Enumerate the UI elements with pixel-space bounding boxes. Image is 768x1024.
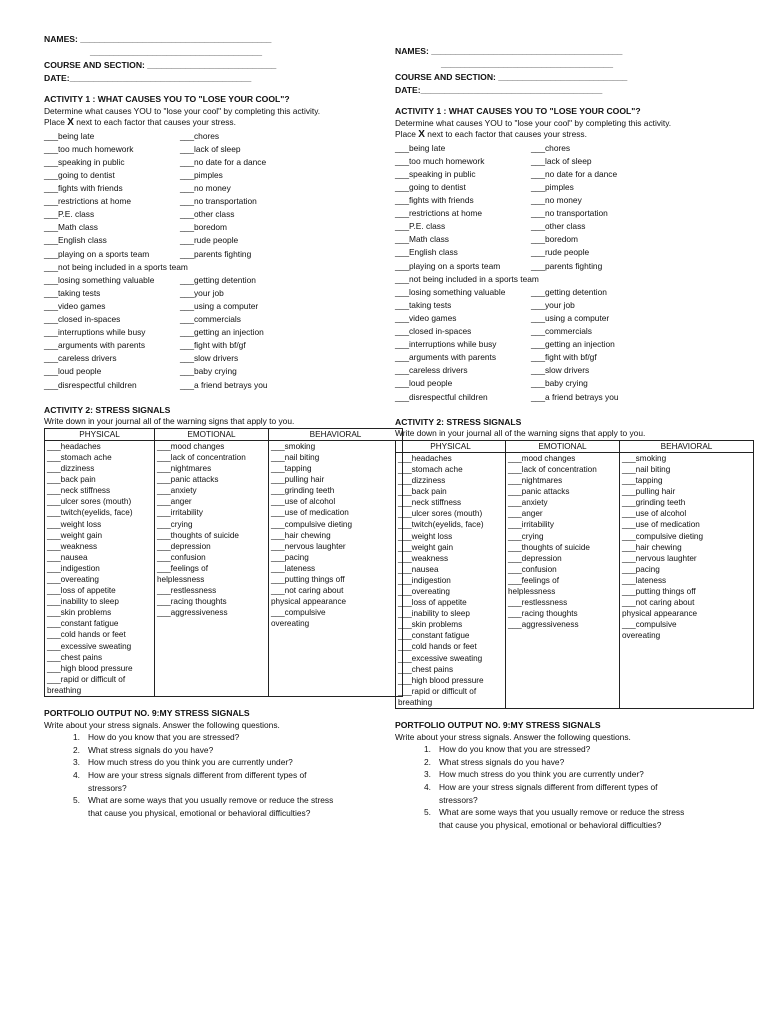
table-header-row [45, 428, 403, 440]
stress-factor-list [395, 143, 755, 405]
stress-factor-item[interactable]: ___boredom [180, 222, 228, 233]
stress-factor-item[interactable]: ___restrictions at home [44, 196, 132, 207]
question-line: stressors? [439, 794, 478, 805]
behavioral-signal-item[interactable]: ___smoking [271, 441, 316, 451]
question-number: 2. [73, 744, 80, 755]
behavioral-signal-item[interactable]: ___nail biting [622, 464, 671, 474]
stress-factor-item[interactable]: ___not being included in a sports team [395, 273, 539, 284]
question-line: How do you know that you are stressed? [439, 744, 591, 755]
x-mark: X [418, 129, 425, 141]
question-number: 4. [424, 782, 431, 793]
stress-factor-item[interactable]: ___no transportation [531, 208, 608, 219]
emotional-signal-item[interactable]: ___crying [508, 531, 544, 541]
stress-factor-item[interactable]: ___getting an injection [180, 327, 264, 338]
course-section-field[interactable]: COURSE AND SECTION: ___________________________ [395, 72, 628, 82]
emotional-signal-item[interactable]: ___nightmares [157, 464, 212, 474]
question-line: stressors? [88, 782, 127, 793]
stress-factor-item[interactable]: ___too much homework [395, 155, 485, 166]
emotional-signal-item[interactable]: ___nightmares [508, 476, 563, 486]
stress-factor-item[interactable]: ___video games [44, 300, 106, 311]
question-item [395, 768, 755, 781]
emotional-signals-column [155, 440, 269, 696]
stress-factor-item[interactable]: ___fight with bf/gf [531, 352, 597, 363]
stress-factor-item[interactable]: ___playing on a sports team [44, 248, 150, 259]
stress-factor-item[interactable]: ___English class [395, 247, 458, 258]
stress-factor-item[interactable]: ___losing something valuable [44, 274, 155, 285]
stress-factor-item[interactable]: ___baby crying [531, 378, 588, 389]
behavioral-signal-item[interactable]: physical appearance [271, 597, 347, 607]
behavioral-signal-item[interactable]: ___use of alcohol [622, 509, 687, 519]
physical-signal-item[interactable]: breathing [47, 685, 82, 695]
behavioral-signals-column [620, 452, 754, 708]
physical-signal-item[interactable]: ___cold hands or feet [398, 642, 477, 652]
behavioral-signal-item[interactable]: ___use of alcohol [271, 497, 336, 507]
physical-signal-item[interactable]: ___twitch(eyelids, face) [47, 508, 133, 518]
question-text [88, 769, 404, 794]
stress-factor-item[interactable]: ___too much homework [44, 143, 134, 154]
stress-signals-table [395, 440, 754, 709]
question-text [439, 806, 755, 831]
stress-factor-item[interactable]: ___lack of sleep [180, 143, 241, 154]
physical-signal-item[interactable]: ___weight loss [398, 531, 453, 541]
physical-signal-item[interactable]: ___chest pains [398, 664, 454, 674]
question-item [44, 794, 404, 819]
physical-signal-item[interactable]: ___neck stiffness [398, 498, 462, 508]
emotional-signal-item[interactable]: ___anger [508, 509, 543, 519]
stress-factor-item[interactable]: ___video games [395, 312, 457, 323]
emotional-signal-item[interactable]: ___anxiety [157, 486, 197, 496]
physical-signal-item[interactable]: ___skin problems [398, 620, 463, 630]
stress-factor-item[interactable]: ___chores [531, 142, 571, 153]
question-text [439, 743, 755, 756]
emotional-signal-item[interactable]: ___mood changes [508, 453, 576, 463]
question-item [44, 744, 404, 757]
behavioral-header: BEHAVIORAL [269, 428, 403, 440]
emotional-signal-item[interactable]: ___feelings of [157, 563, 208, 573]
stress-signals-table [44, 428, 403, 697]
stress-factor-item[interactable]: ___P.E. class [395, 221, 446, 232]
physical-signals-column [45, 440, 155, 696]
stress-factor-item[interactable]: ___rude people [180, 235, 239, 246]
question-line: How are your stress signals different from different types of [439, 782, 658, 793]
physical-signal-item[interactable]: ___rapid or difficult of [398, 686, 477, 696]
stress-factor-item[interactable]: ___fight with bf/gf [180, 340, 246, 351]
question-item [395, 781, 755, 806]
emotional-signal-item[interactable]: ___racing thoughts [157, 597, 227, 607]
stress-factor-item[interactable]: ___restrictions at home [395, 208, 483, 219]
physical-signal-item[interactable]: ___weakness [47, 541, 98, 551]
stress-factor-item[interactable]: ___interruptions while busy [395, 339, 497, 350]
emotional-signal-item[interactable]: ___panic attacks [508, 487, 570, 497]
physical-signal-item[interactable]: ___neck stiffness [47, 486, 111, 496]
stress-factor-item[interactable]: ___no money [180, 183, 231, 194]
physical-signal-item[interactable]: ___loss of appetite [398, 598, 467, 608]
behavioral-signal-item[interactable]: ___pacing [622, 564, 660, 574]
instruction-prefix: Place [395, 129, 419, 140]
behavioral-signal-item[interactable]: ___hair chewing [271, 530, 331, 540]
names-extra-line[interactable]: ____________________________________ [441, 59, 614, 69]
question-line: that cause you physical, emotional or behavioral difficulties? [439, 819, 662, 830]
physical-signal-item[interactable]: ___overeating [47, 574, 99, 584]
behavioral-signal-item[interactable]: ___tapping [622, 476, 663, 486]
emotional-signal-item[interactable]: ___restlessness [157, 586, 217, 596]
behavioral-signal-item[interactable]: ___smoking [622, 453, 667, 463]
emotional-signal-item[interactable]: ___restlessness [508, 598, 568, 608]
emotional-signal-item[interactable]: helplessness [157, 574, 205, 584]
stress-factor-item[interactable]: ___closed in-spaces [44, 314, 121, 325]
stress-factor-item[interactable]: ___a friend betrays you [180, 379, 268, 390]
question-item [44, 731, 404, 744]
worksheet-right [395, 46, 755, 831]
behavioral-signal-item[interactable]: ___compulsive dieting [271, 519, 353, 529]
question-line: What are some ways that you usually remove or reduce the stress [88, 795, 334, 806]
physical-signal-item[interactable]: ___weight gain [398, 542, 454, 552]
physical-header: PHYSICAL [396, 440, 506, 452]
physical-signal-item[interactable]: ___stomach ache [398, 464, 463, 474]
behavioral-signal-item[interactable]: ___nail biting [271, 452, 320, 462]
names-field[interactable]: NAMES: ________________________________________ [395, 46, 623, 56]
stress-factor-item[interactable]: ___using a computer [531, 312, 610, 323]
question-number: 5. [424, 807, 431, 818]
date-field[interactable]: DATE:______________________________________ [395, 85, 603, 95]
question-line: What are some ways that you usually remove or reduce the stress [439, 807, 685, 818]
emotional-signal-item[interactable]: ___lack of concentration [508, 464, 597, 474]
stress-factor-list [44, 131, 404, 393]
physical-signal-item[interactable]: ___chest pains [47, 652, 103, 662]
behavioral-signal-item[interactable]: ___lateness [622, 575, 667, 585]
question-list [395, 743, 755, 831]
physical-signal-item[interactable]: ___stomach ache [47, 452, 112, 462]
physical-signal-item[interactable]: ___high blood pressure [47, 663, 133, 673]
physical-signal-item[interactable]: ___excessive sweating [398, 653, 483, 663]
activity2-title: ACTIVITY 2: STRESS SIGNALS [44, 404, 171, 415]
stress-factor-item[interactable]: ___playing on a sports team [395, 260, 501, 271]
physical-signal-item[interactable]: ___skin problems [47, 608, 112, 618]
stress-factor-item[interactable]: ___parents fighting [531, 260, 603, 271]
stress-factor-item[interactable]: ___arguments with parents [44, 340, 146, 351]
stress-factor-item[interactable]: ___no transportation [180, 196, 257, 207]
emotional-signal-item[interactable]: ___crying [157, 519, 193, 529]
physical-signal-item[interactable]: ___cold hands or feet [47, 630, 126, 640]
emotional-signal-item[interactable]: ___anxiety [508, 498, 548, 508]
emotional-signal-item[interactable]: ___panic attacks [157, 475, 219, 485]
activity2-instruction: Write down in your journal all of the warning signs that apply to you. [44, 416, 295, 427]
table-body-row [396, 452, 754, 708]
stress-factor-item[interactable]: ___getting detention [180, 274, 256, 285]
emotional-signal-item[interactable]: ___mood changes [157, 441, 225, 451]
question-line: What stress signals do you have? [88, 744, 214, 755]
stress-factor-item[interactable]: ___commercials [531, 326, 592, 337]
emotional-signal-item[interactable]: ___confusion [157, 552, 206, 562]
stress-factor-item[interactable]: ___getting detention [531, 286, 607, 297]
x-mark: X [67, 117, 74, 129]
activity1-instruction: Determine what causes YOU to "lose your cool" by completing this activity. [395, 117, 672, 128]
behavioral-signal-item[interactable]: ___grinding teeth [271, 486, 335, 496]
portfolio-instruction: Write about your stress signals. Answer the following questions. [44, 719, 280, 730]
behavioral-signal-item[interactable]: overeating [271, 619, 310, 629]
stress-factor-item[interactable]: ___Math class [395, 234, 449, 245]
stress-factor-item[interactable]: ___taking tests [44, 287, 101, 298]
stress-factor-item[interactable]: ___your job [180, 287, 224, 298]
instruction-suffix: next to each factor that causes your stress. [424, 129, 587, 140]
behavioral-signal-item[interactable]: ___pulling hair [622, 487, 676, 497]
physical-signal-item[interactable]: ___high blood pressure [398, 675, 484, 685]
table-body-row [45, 440, 403, 696]
question-text [88, 794, 404, 819]
activity1-instruction-x [44, 117, 404, 130]
portfolio-instruction: Write about your stress signals. Answer the following questions. [395, 731, 631, 742]
physical-signal-item[interactable]: ___inability to sleep [398, 609, 470, 619]
physical-signal-item[interactable]: ___weight gain [47, 530, 103, 540]
date-field[interactable]: DATE:______________________________________ [44, 73, 252, 83]
header-block [44, 34, 404, 86]
emotional-signal-item[interactable]: ___lack of concentration [157, 452, 246, 462]
question-line: What stress signals do you have? [439, 756, 565, 767]
physical-signal-item[interactable]: ___overeating [398, 586, 450, 596]
physical-signal-item[interactable]: ___dizziness [47, 464, 95, 474]
physical-signal-item[interactable]: ___excessive sweating [47, 641, 132, 651]
behavioral-signal-item[interactable]: ___compulsive [271, 608, 326, 618]
question-text [439, 781, 755, 806]
physical-signal-item[interactable]: ___weight loss [47, 519, 102, 529]
stress-factor-item[interactable]: ___baby crying [180, 366, 237, 377]
emotional-signals-column [506, 452, 620, 708]
emotional-signal-item[interactable]: ___feelings of [508, 575, 559, 585]
behavioral-signals-column [269, 440, 403, 696]
stress-factor-item[interactable]: ___your job [531, 299, 575, 310]
stress-factor-item[interactable]: ___disrespectful children [395, 391, 488, 402]
physical-signal-item[interactable]: ___rapid or difficult of [47, 674, 126, 684]
behavioral-signal-item[interactable]: physical appearance [622, 609, 698, 619]
stress-factor-item[interactable]: ___commercials [180, 314, 241, 325]
question-number: 1. [73, 732, 80, 743]
question-text [439, 756, 755, 769]
question-text [88, 756, 404, 769]
stress-factor-item[interactable]: ___going to dentist [44, 170, 115, 181]
names-extra-line[interactable]: ____________________________________ [90, 47, 263, 57]
question-number: 2. [424, 756, 431, 767]
behavioral-signal-item[interactable]: ___use of medication [271, 508, 349, 518]
physical-signal-item[interactable]: ___headaches [398, 453, 452, 463]
physical-signal-item[interactable]: ___constant fatigue [47, 619, 119, 629]
behavioral-signal-item[interactable]: ___not caring about [622, 598, 695, 608]
emotional-signal-item[interactable]: ___aggressiveness [157, 608, 228, 618]
stress-factor-item[interactable]: ___slow drivers [180, 353, 239, 364]
emotional-signal-item[interactable]: ___confusion [508, 564, 557, 574]
stress-factor-item[interactable]: ___using a computer [180, 300, 259, 311]
question-text [88, 731, 404, 744]
worksheet-left [44, 34, 404, 819]
activity2-title: ACTIVITY 2: STRESS SIGNALS [395, 416, 522, 427]
question-number: 3. [73, 757, 80, 768]
stress-factor-item[interactable]: ___a friend betrays you [531, 391, 619, 402]
behavioral-signal-item[interactable]: ___putting things off [271, 574, 345, 584]
question-line: How much stress do you think you are currently under? [88, 757, 293, 768]
physical-signal-item[interactable]: ___ulcer sores (mouth) [398, 509, 483, 519]
stress-factor-item[interactable]: ___speaking in public [44, 156, 125, 167]
physical-signal-item[interactable]: ___loss of appetite [47, 586, 116, 596]
activity1-title: ACTIVITY 1 : WHAT CAUSES YOU TO "LOSE YOUR COOL"? [395, 106, 641, 116]
stress-factor-item[interactable]: ___chores [180, 130, 220, 141]
stress-factor-item[interactable]: ___careless drivers [44, 353, 117, 364]
activity2-instruction: Write down in your journal all of the warning signs that apply to you. [395, 428, 646, 439]
emotional-header: EMOTIONAL [506, 440, 620, 452]
stress-factor-item[interactable]: ___other class [531, 221, 586, 232]
names-field[interactable]: NAMES: ________________________________________ [44, 34, 272, 44]
activity1-title: ACTIVITY 1 : WHAT CAUSES YOU TO "LOSE YOUR COOL"? [44, 94, 290, 104]
question-number: 5. [73, 795, 80, 806]
emotional-signal-item[interactable]: ___irritability [508, 520, 554, 530]
stress-factor-item[interactable]: ___taking tests [395, 299, 452, 310]
physical-signal-item[interactable]: ___weakness [398, 553, 449, 563]
question-number: 1. [424, 744, 431, 755]
question-line: that cause you physical, emotional or behavioral difficulties? [88, 807, 311, 818]
emotional-signal-item[interactable]: ___depression [157, 541, 211, 551]
question-item [395, 743, 755, 756]
instruction-suffix: next to each factor that causes your stress. [73, 117, 236, 128]
stress-factor-item[interactable]: ___loud people [44, 366, 102, 377]
stress-factor-item[interactable]: ___interruptions while busy [44, 327, 146, 338]
emotional-header: EMOTIONAL [155, 428, 269, 440]
stress-factor-item[interactable]: ___Math class [44, 222, 98, 233]
portfolio-title: PORTFOLIO OUTPUT NO. 9:MY STRESS SIGNALS [395, 720, 601, 730]
emotional-signal-item[interactable]: ___racing thoughts [508, 609, 578, 619]
stress-factor-item[interactable]: ___lack of sleep [531, 155, 592, 166]
behavioral-signal-item[interactable]: ___use of medication [622, 520, 700, 530]
stress-factor-item[interactable]: ___fights with friends [44, 183, 123, 194]
physical-signal-item[interactable]: ___dizziness [398, 476, 446, 486]
activity1-instruction-x [395, 129, 755, 142]
stress-factor-item[interactable]: ___other class [180, 209, 235, 220]
behavioral-header: BEHAVIORAL [620, 440, 754, 452]
stress-factor-item[interactable]: ___P.E. class [44, 209, 95, 220]
stress-factor-item[interactable]: ___fights with friends [395, 195, 474, 206]
header-block [395, 46, 755, 98]
behavioral-signal-item[interactable]: ___hair chewing [622, 542, 682, 552]
behavioral-signal-item[interactable]: ___lateness [271, 563, 316, 573]
physical-signal-item[interactable]: breathing [398, 697, 433, 707]
behavioral-signal-item[interactable]: ___putting things off [622, 586, 696, 596]
question-text [439, 768, 755, 781]
stress-factor-item[interactable]: ___rude people [531, 247, 590, 258]
physical-signal-item[interactable]: ___indigestion [47, 563, 100, 573]
physical-signal-item[interactable]: ___back pain [398, 487, 447, 497]
question-line: How are your stress signals different from different types of [88, 770, 307, 781]
physical-signal-item[interactable]: ___indigestion [398, 575, 451, 585]
behavioral-signal-item[interactable]: ___compulsive dieting [622, 531, 704, 541]
behavioral-signal-item[interactable]: ___nervous laughter [271, 541, 346, 551]
table-header-row [396, 440, 754, 452]
physical-signal-item[interactable]: ___back pain [47, 475, 96, 485]
behavioral-signal-item[interactable]: ___compulsive [622, 620, 677, 630]
question-item [395, 756, 755, 769]
stress-factor-item[interactable]: ___disrespectful children [44, 379, 137, 390]
physical-signal-item[interactable]: ___nausea [398, 564, 439, 574]
physical-signal-item[interactable]: ___twitch(eyelids, face) [398, 520, 484, 530]
stress-factor-item[interactable]: ___loud people [395, 378, 453, 389]
stress-factor-item[interactable]: ___losing something valuable [395, 286, 506, 297]
behavioral-signal-item[interactable]: ___nervous laughter [622, 553, 697, 563]
behavioral-signal-item[interactable]: ___not caring about [271, 586, 344, 596]
stress-factor-item[interactable]: ___getting an injection [531, 339, 615, 350]
physical-signal-item[interactable]: ___nausea [47, 552, 88, 562]
question-number: 3. [424, 769, 431, 780]
physical-signal-item[interactable]: ___headaches [47, 441, 101, 451]
question-line: How much stress do you think you are currently under? [439, 769, 644, 780]
stress-factor-item[interactable]: ___parents fighting [180, 248, 252, 259]
physical-signal-item[interactable]: ___inability to sleep [47, 597, 119, 607]
stress-factor-item[interactable]: ___not being included in a sports team [44, 261, 188, 272]
emotional-signal-item[interactable]: ___irritability [157, 508, 203, 518]
emotional-signal-item[interactable]: ___thoughts of suicide [157, 530, 239, 540]
emotional-signal-item[interactable]: ___thoughts of suicide [508, 542, 590, 552]
stress-factor-item[interactable]: ___no date for a dance [531, 168, 618, 179]
instruction-prefix: Place [44, 117, 68, 128]
stress-factor-item[interactable]: ___closed in-spaces [395, 326, 472, 337]
behavioral-signal-item[interactable]: ___pulling hair [271, 475, 325, 485]
question-number: 4. [73, 770, 80, 781]
stress-factor-item[interactable]: ___no date for a dance [180, 156, 267, 167]
physical-signal-item[interactable]: ___constant fatigue [398, 631, 470, 641]
physical-header: PHYSICAL [45, 428, 155, 440]
question-item [44, 756, 404, 769]
behavioral-signal-item[interactable]: ___tapping [271, 464, 312, 474]
stress-factor-item[interactable]: ___slow drivers [531, 365, 590, 376]
stress-factor-item[interactable]: ___pimples [531, 182, 574, 193]
stress-factor-item[interactable]: ___being late [44, 130, 95, 141]
stress-factor-item[interactable]: ___speaking in public [395, 168, 476, 179]
stress-factor-item[interactable]: ___English class [44, 235, 107, 246]
behavioral-signal-item[interactable]: ___pacing [271, 552, 309, 562]
question-item [44, 769, 404, 794]
emotional-signal-item[interactable]: ___depression [508, 553, 562, 563]
question-text [88, 744, 404, 757]
physical-signals-column [396, 452, 506, 708]
stress-factor-item[interactable]: ___boredom [531, 234, 579, 245]
stress-factor-item[interactable]: ___being late [395, 142, 446, 153]
stress-factor-item[interactable]: ___going to dentist [395, 182, 466, 193]
stress-factor-item[interactable]: ___arguments with parents [395, 352, 497, 363]
stress-factor-item[interactable]: ___careless drivers [395, 365, 468, 376]
question-list [44, 731, 404, 819]
stress-factor-item[interactable]: ___no money [531, 195, 582, 206]
physical-signal-item[interactable]: ___ulcer sores (mouth) [47, 497, 132, 507]
course-section-field[interactable]: COURSE AND SECTION: ___________________________ [44, 60, 277, 70]
question-item [395, 806, 755, 831]
emotional-signal-item[interactable]: ___anger [157, 497, 192, 507]
behavioral-signal-item[interactable]: ___grinding teeth [622, 498, 686, 508]
behavioral-signal-item[interactable]: overeating [622, 631, 661, 641]
portfolio-title: PORTFOLIO OUTPUT NO. 9:MY STRESS SIGNALS [44, 708, 250, 718]
activity1-instruction: Determine what causes YOU to "lose your cool" by completing this activity. [44, 105, 321, 116]
question-line: How do you know that you are stressed? [88, 732, 240, 743]
emotional-signal-item[interactable]: ___aggressiveness [508, 620, 579, 630]
stress-factor-item[interactable]: ___pimples [180, 170, 223, 181]
emotional-signal-item[interactable]: helplessness [508, 586, 556, 596]
